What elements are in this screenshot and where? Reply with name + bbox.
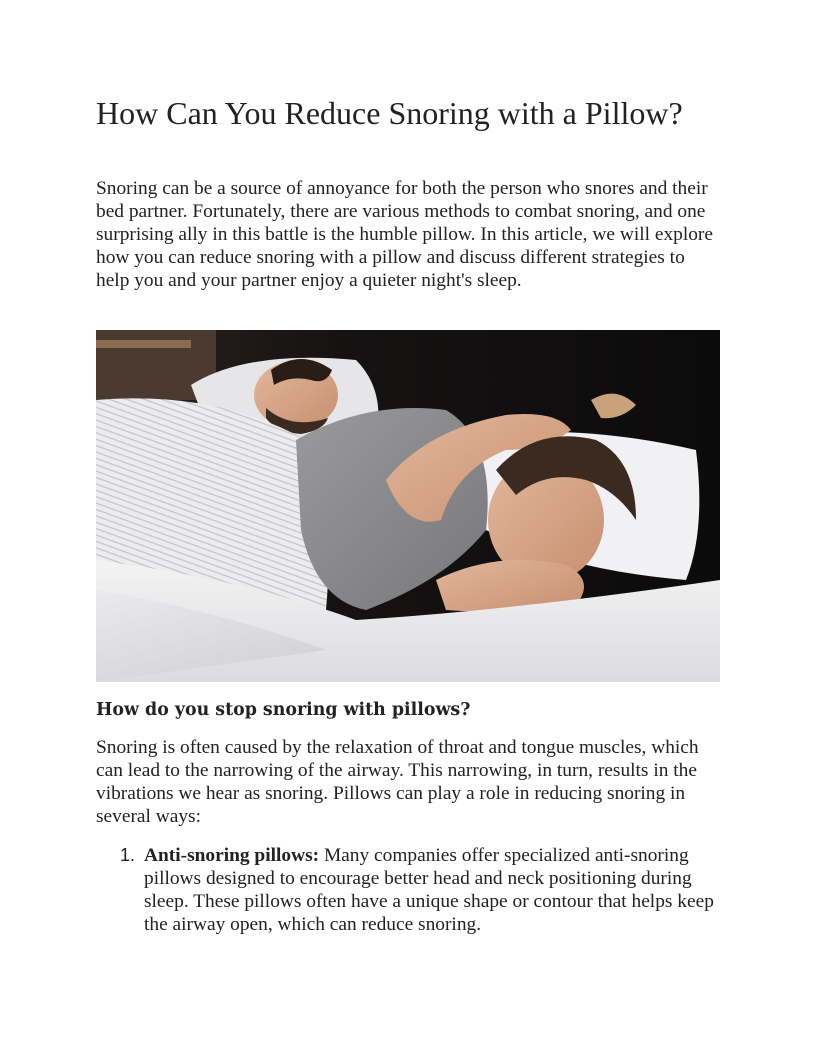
list-item-text: Many companies offer specialized anti-snoring pillows designed to encourage better head and neck positioning during sleep. These pillows often have a unique shape or contour that helps keep the airway open, which can reduce snoring.	[144, 845, 714, 935]
tips-list	[96, 844, 720, 936]
page-title: How Can You Reduce Snoring with a Pillow?	[96, 95, 683, 131]
section-heading: How do you stop snoring with pillows?	[96, 700, 471, 720]
list-marker: 1.	[120, 845, 136, 865]
article-photo	[96, 330, 720, 682]
list-item	[96, 844, 720, 936]
intro-paragraph: Snoring can be a source of annoyance for both the person who snores and their bed partner. Fortunately, there are various methods to combat snoring, and one surprising ally in this battle is the humble pillow. In this article, we will explore how you can reduce snoring with a pillow and discuss different strategies to help you and your partner enjoy a quieter night's sleep.	[96, 178, 713, 291]
list-item-term: Anti-snoring pillows:	[144, 845, 320, 866]
section-paragraph: Snoring is often caused by the relaxation of throat and tongue muscles, which can lead to the narrowing of the airway. This narrowing, in turn, results in the vibrations we hear as snoring. Pillows can play a role in reducing snoring in several ways:	[96, 737, 699, 827]
